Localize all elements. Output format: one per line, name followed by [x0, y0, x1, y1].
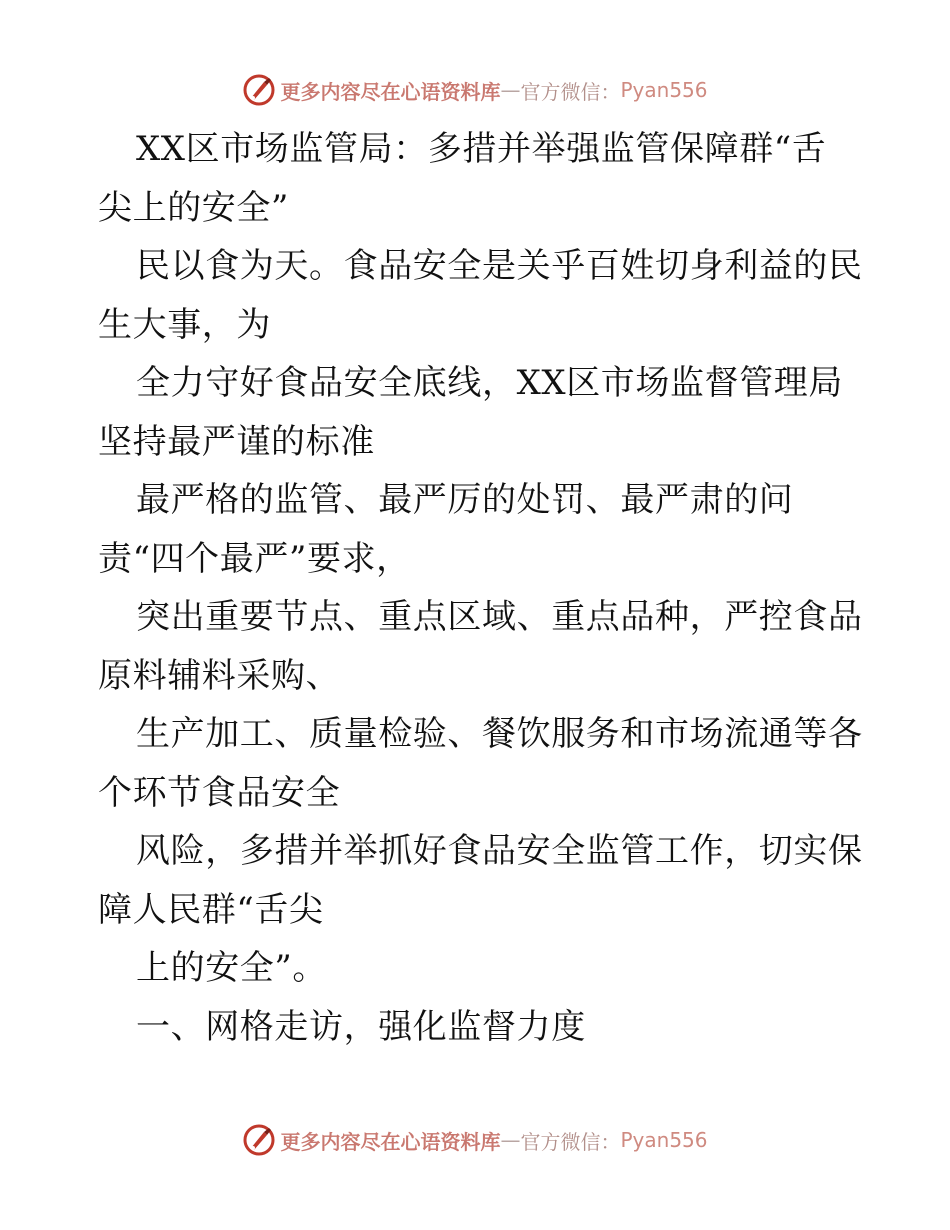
- watermark-wechat-label: 官方微信：: [520, 79, 621, 104]
- quill-logo-icon: [242, 73, 276, 107]
- watermark-brand-text: 更多内容尽在心语资料库: [280, 1129, 501, 1154]
- section-heading: 一、网格走访，强化监督力度: [136, 1006, 586, 1047]
- paragraph-line: 原料辅料采购、: [98, 655, 341, 696]
- paragraph-line: 坚持最严谨的标准: [98, 421, 375, 462]
- paragraph-line: 突出重要节点、重点区域、重点品种，严控食品: [136, 597, 863, 637]
- paragraph-line: 风险，多措并举抓好食品安全监管工作，切实保: [136, 831, 863, 871]
- paragraph-line: 生产加工、质量检验、餐饮服务和市场流通等各: [136, 714, 863, 754]
- watermark-brand-text: 更多内容尽在心语资料库: [280, 79, 501, 104]
- paragraph-line: 民以食为天。食品安全是关乎百姓切身利益的民: [136, 246, 863, 286]
- quill-logo-icon: [242, 1123, 276, 1157]
- paragraph-line: 个环节食品安全: [98, 772, 341, 813]
- watermark-wechat-id: Pyan556: [620, 1128, 708, 1152]
- paragraph-line: 责“四个最严”要求，: [98, 538, 411, 579]
- watermark-wechat-id: Pyan556: [620, 78, 708, 102]
- watermark-dash: —: [500, 1128, 521, 1152]
- document-body: [98, 120, 863, 1056]
- paragraph-line: 最严格的监管、最严厉的处罚、最严肃的问: [136, 480, 794, 520]
- paragraph-line: 生大事，为: [98, 304, 271, 345]
- footer-watermark-banner: [0, 1120, 950, 1160]
- watermark-wechat-label: 官方微信：: [520, 1129, 621, 1154]
- document-title-line: XX区市场监管局：多措并举强监管保障群“舌: [136, 129, 827, 169]
- paragraph-line: 上的安全”。: [136, 948, 327, 988]
- paragraph-line: 障人民群“舌尖: [98, 889, 324, 930]
- header-watermark-banner: [0, 70, 950, 110]
- document-title-line: 尖上的安全”: [98, 187, 289, 228]
- paragraph-line: 全力守好食品安全底线，XX区市场监督管理局: [136, 363, 844, 403]
- watermark-dash: —: [500, 78, 521, 102]
